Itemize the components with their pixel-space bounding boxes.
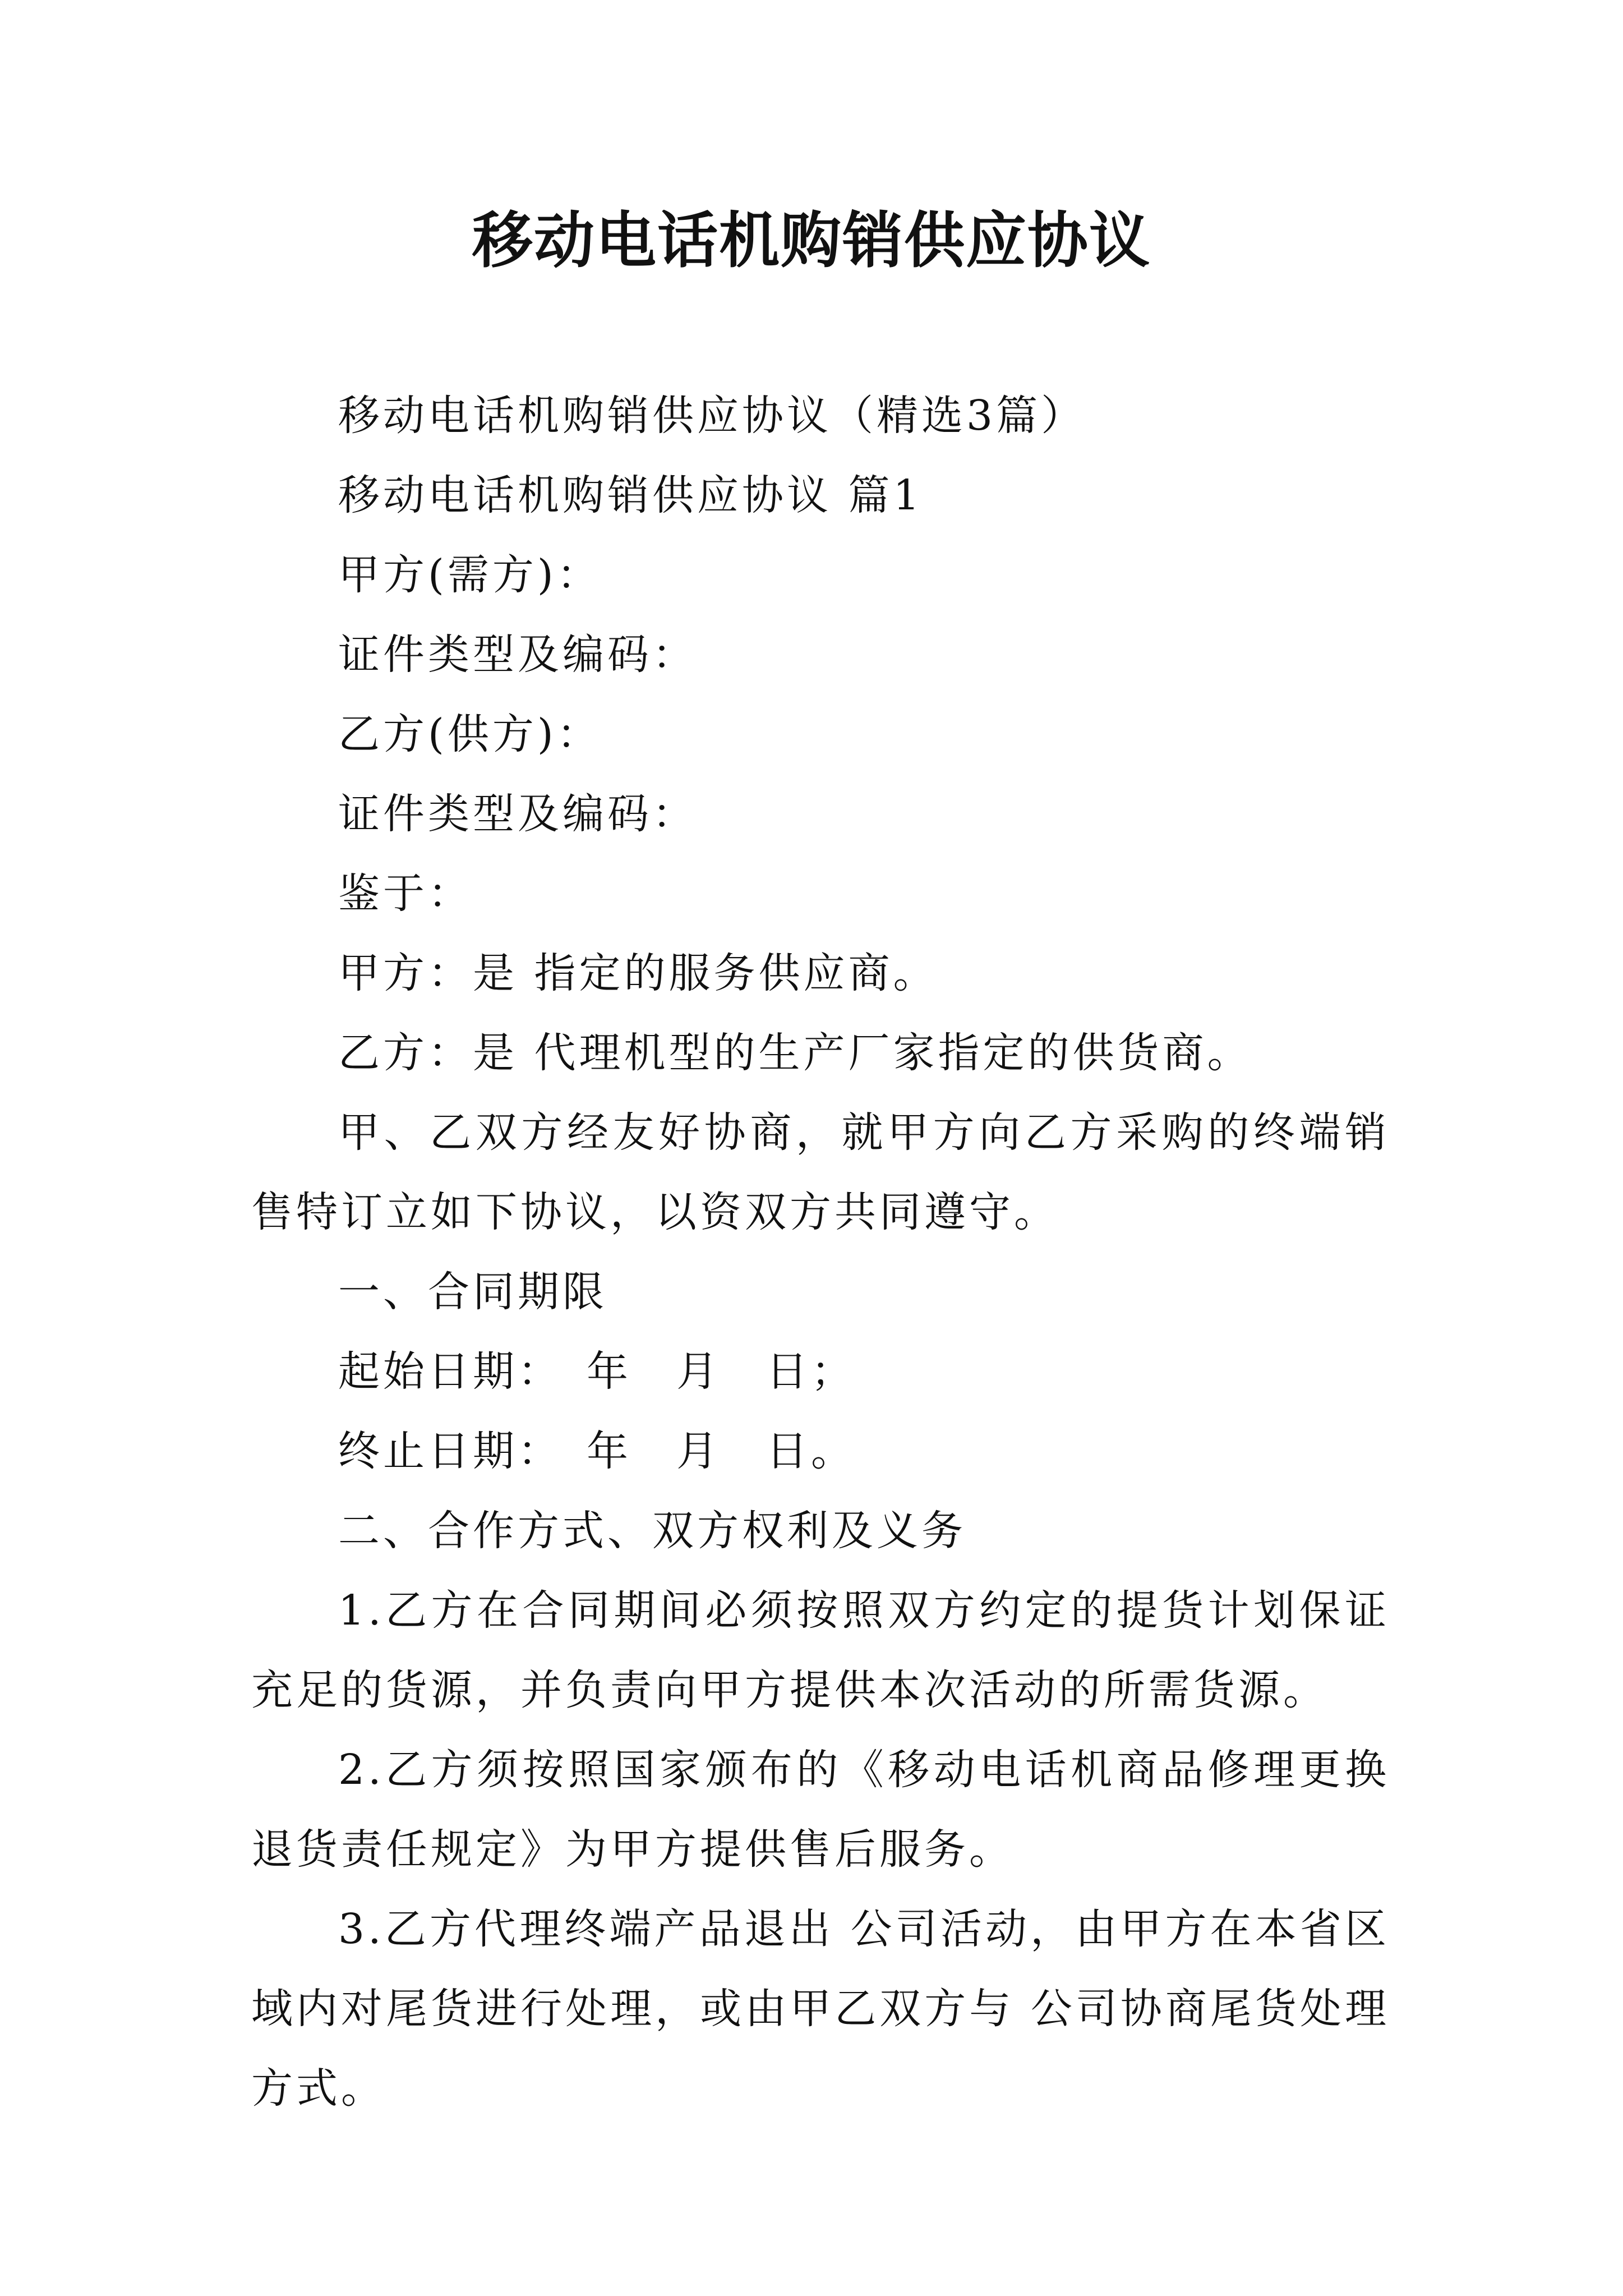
document-body bbox=[251, 376, 1390, 2128]
paragraph-section-heading: 移动电话机购销供应协议 篇1 bbox=[338, 471, 923, 519]
paragraph-party-b: 乙方(供方)： bbox=[338, 710, 602, 758]
paragraph-agreement-intro: 甲、乙双方经友好协商，就甲方向乙方采购的终端销售特订立如下协议，以资双方共同遵守。 bbox=[251, 1108, 1390, 1236]
paragraph-clause-2: 2.乙方须按照国家颁布的《移动电话机商品修理更换退货责任规定》为甲方提供售后服务。 bbox=[251, 1746, 1390, 1874]
paragraph-subtitle: 移动电话机购销供应协议（精选3篇） bbox=[338, 392, 1086, 440]
paragraph-party-a: 甲方(需方)： bbox=[338, 551, 602, 599]
paragraph-end-date: 终止日期： 年 月 日。 bbox=[338, 1427, 856, 1475]
paragraph-party-b-role: 乙方：是 代理机型的生产厂家指定的供货商。 bbox=[338, 1029, 1252, 1077]
paragraph-start-date: 起始日期： 年 月 日； bbox=[338, 1347, 856, 1396]
document-title: 移动电话机购销供应协议 bbox=[472, 206, 1151, 276]
paragraph-clause-1: 1.乙方在合同期间必须按照双方约定的提货计划保证充足的货源，并负责向甲方提供本次活动的所需货源。 bbox=[251, 1586, 1390, 1714]
paragraph-party-a-id: 证件类型及编码： bbox=[338, 631, 697, 679]
paragraph-term-heading: 一、合同期限 bbox=[338, 1268, 607, 1316]
paragraph-party-a-role: 甲方：是 指定的服务供应商。 bbox=[338, 949, 938, 997]
paragraph-party-b-id: 证件类型及编码： bbox=[338, 790, 697, 838]
paragraph-whereas: 鉴于： bbox=[338, 869, 473, 918]
paragraph-cooperation-heading: 二、合作方式、双方权利及义务 bbox=[338, 1507, 966, 1555]
paragraph-clause-3: 3.乙方代理终端产品退出 公司活动，由甲方在本省区域内对尾货进行处理，或由甲乙双方与 公司协商尾货处理方式。 bbox=[251, 1905, 1390, 2113]
